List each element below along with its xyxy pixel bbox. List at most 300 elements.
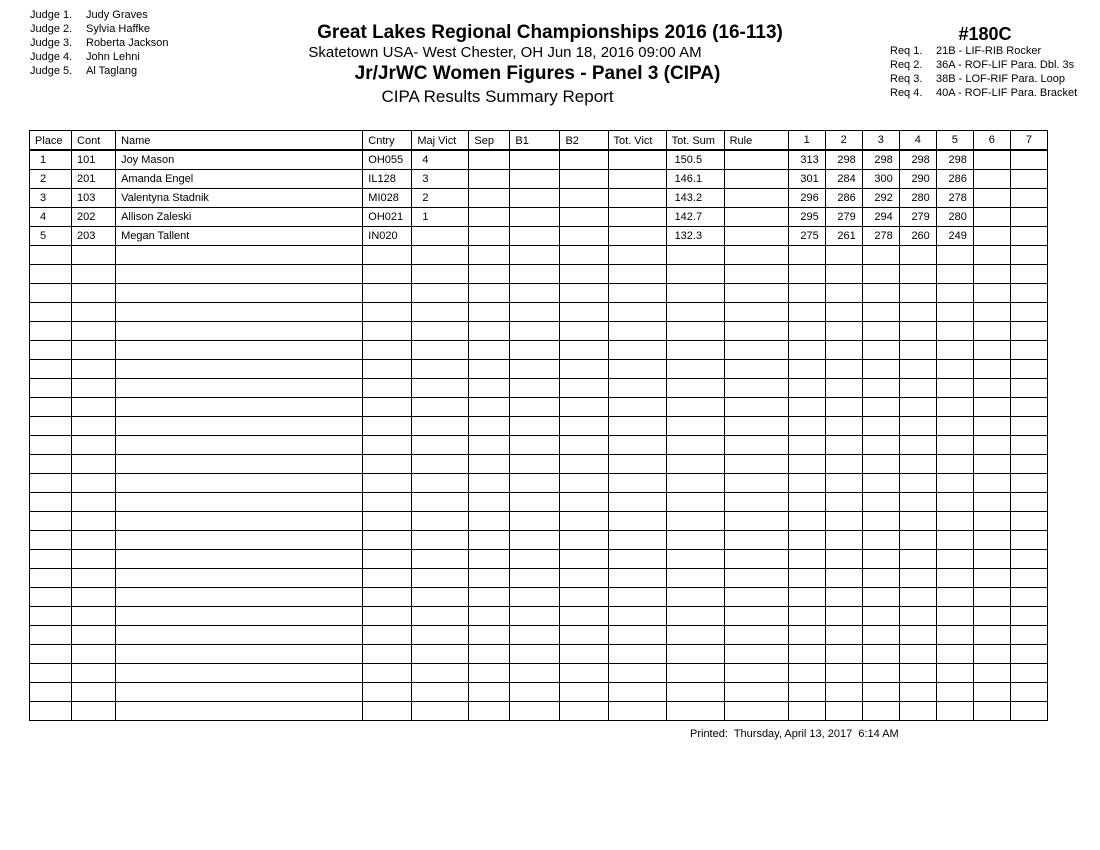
cell-rule — [724, 322, 788, 341]
cell-rule — [724, 379, 788, 398]
judge-label: Judge 2. — [30, 23, 73, 35]
cell-sep — [469, 626, 510, 645]
cell-sep — [469, 474, 510, 493]
cell-j4 — [899, 436, 936, 455]
cell-j3 — [862, 588, 899, 607]
cell-j1: 275 — [788, 227, 825, 246]
cell-maj: 3 — [412, 170, 469, 189]
cell-j1 — [788, 588, 825, 607]
cell-j6 — [973, 607, 1010, 626]
cell-j5 — [936, 398, 973, 417]
cell-totvict — [608, 474, 666, 493]
requirements-block — [890, 24, 1095, 100]
cell-j1 — [788, 512, 825, 531]
cell-cntry — [363, 284, 412, 303]
cell-totsum — [666, 322, 724, 341]
cell-totvict — [608, 436, 666, 455]
cell-cntry — [363, 645, 412, 664]
cell-j1 — [788, 436, 825, 455]
cell-j3 — [862, 645, 899, 664]
empty-table-row — [30, 588, 1048, 607]
cell-b1 — [510, 227, 560, 246]
cell-j6 — [973, 702, 1010, 721]
cell-j6 — [973, 227, 1010, 246]
cell-b2 — [560, 588, 608, 607]
competition-title: Great Lakes Regional Championships 2016 (16-113) — [317, 22, 783, 43]
cell-j3 — [862, 474, 899, 493]
cell-rule — [724, 550, 788, 569]
cell-totsum — [666, 702, 724, 721]
cell-j6 — [973, 360, 1010, 379]
cell-totsum: 132.3 — [666, 227, 724, 246]
cell-b1 — [510, 398, 560, 417]
column-header-tot-vict: Tot. Vict — [608, 131, 666, 151]
cell-cntry — [363, 702, 412, 721]
cell-b1 — [510, 702, 560, 721]
cell-j6 — [973, 189, 1010, 208]
cell-b1 — [510, 379, 560, 398]
cell-b1 — [510, 607, 560, 626]
cell-j4 — [899, 284, 936, 303]
cell-totsum: 142.7 — [666, 208, 724, 227]
cell-name — [116, 284, 363, 303]
cell-j2 — [825, 702, 862, 721]
cell-j2 — [825, 436, 862, 455]
cell-name — [116, 588, 363, 607]
column-header-judge-2: 2 — [825, 131, 862, 151]
cell-j5: 249 — [936, 227, 973, 246]
judge-row — [30, 50, 169, 64]
column-header-sep: Sep — [469, 131, 510, 151]
cell-j7 — [1010, 531, 1047, 550]
cell-maj — [412, 436, 469, 455]
cell-b1 — [510, 455, 560, 474]
cell-b1 — [510, 626, 560, 645]
cell-j7 — [1010, 436, 1047, 455]
cell-j3 — [862, 246, 899, 265]
cell-cont — [72, 493, 116, 512]
judge-name: John Lehni — [86, 51, 140, 63]
cell-name — [116, 379, 363, 398]
cell-cntry: IL128 — [363, 170, 412, 189]
cell-j4: 290 — [899, 170, 936, 189]
cell-j7 — [1010, 664, 1047, 683]
judge-name: Roberta Jackson — [86, 37, 169, 49]
cell-cntry — [363, 569, 412, 588]
cell-name — [116, 436, 363, 455]
cell-j3: 298 — [862, 150, 899, 170]
cell-j4 — [899, 588, 936, 607]
cell-j4 — [899, 341, 936, 360]
empty-table-row — [30, 645, 1048, 664]
judge-row — [30, 8, 169, 22]
cell-j7 — [1010, 284, 1047, 303]
empty-table-row — [30, 474, 1048, 493]
cell-maj — [412, 360, 469, 379]
cell-rule — [724, 150, 788, 170]
cell-j4 — [899, 569, 936, 588]
cell-place — [30, 569, 72, 588]
cell-cntry — [363, 398, 412, 417]
judge-row — [30, 64, 169, 78]
cell-b1 — [510, 664, 560, 683]
cell-cntry — [363, 531, 412, 550]
cell-j4 — [899, 493, 936, 512]
cell-j1: 301 — [788, 170, 825, 189]
table-row — [30, 170, 1048, 189]
cell-totsum — [666, 588, 724, 607]
cell-place — [30, 284, 72, 303]
cell-rule — [724, 227, 788, 246]
cell-cont — [72, 303, 116, 322]
cell-sep — [469, 702, 510, 721]
cell-maj — [412, 265, 469, 284]
cell-place: 3 — [30, 189, 72, 208]
cell-j7 — [1010, 569, 1047, 588]
cell-name — [116, 474, 363, 493]
cell-b2 — [560, 474, 608, 493]
cell-cont — [72, 626, 116, 645]
column-header-judge-7: 7 — [1010, 131, 1047, 151]
cell-totsum — [666, 645, 724, 664]
cell-name: Megan Tallent — [116, 227, 363, 246]
cell-b2 — [560, 379, 608, 398]
empty-table-row — [30, 455, 1048, 474]
cell-j6 — [973, 246, 1010, 265]
cell-maj: 1 — [412, 208, 469, 227]
cell-maj — [412, 702, 469, 721]
cell-cntry — [363, 626, 412, 645]
cell-cont — [72, 512, 116, 531]
cell-j5: 286 — [936, 170, 973, 189]
cell-j4 — [899, 645, 936, 664]
cell-b2 — [560, 341, 608, 360]
cell-name: Valentyna Stadnik — [116, 189, 363, 208]
cell-sep — [469, 645, 510, 664]
cell-cntry — [363, 550, 412, 569]
requirement-label: Req 4. — [890, 87, 923, 99]
cell-j2 — [825, 626, 862, 645]
cell-b1 — [510, 645, 560, 664]
cell-j3 — [862, 265, 899, 284]
empty-table-row — [30, 303, 1048, 322]
cell-totvict — [608, 265, 666, 284]
cell-j1 — [788, 550, 825, 569]
cell-place — [30, 341, 72, 360]
cell-j4 — [899, 683, 936, 702]
cell-b1 — [510, 436, 560, 455]
cell-sep — [469, 341, 510, 360]
cell-cont — [72, 664, 116, 683]
cell-rule — [724, 493, 788, 512]
cell-j6 — [973, 170, 1010, 189]
cell-j4 — [899, 246, 936, 265]
cell-j5 — [936, 645, 973, 664]
cell-j3 — [862, 607, 899, 626]
cell-totvict — [608, 702, 666, 721]
cell-name — [116, 569, 363, 588]
cell-j7 — [1010, 150, 1047, 170]
cell-j3 — [862, 417, 899, 436]
cell-j2 — [825, 455, 862, 474]
cell-rule — [724, 341, 788, 360]
cell-cont — [72, 607, 116, 626]
cell-j6 — [973, 303, 1010, 322]
cell-totsum — [666, 246, 724, 265]
cell-totvict — [608, 493, 666, 512]
cell-j2 — [825, 607, 862, 626]
cell-b2 — [560, 417, 608, 436]
cell-place — [30, 265, 72, 284]
cell-cntry — [363, 303, 412, 322]
cell-b2 — [560, 550, 608, 569]
cell-totsum — [666, 493, 724, 512]
cell-b2 — [560, 303, 608, 322]
cell-sep — [469, 550, 510, 569]
cell-sep — [469, 246, 510, 265]
cell-sep — [469, 303, 510, 322]
cell-maj — [412, 284, 469, 303]
requirement-row — [890, 58, 1095, 72]
cell-place — [30, 664, 72, 683]
cell-rule — [724, 645, 788, 664]
cell-rule — [724, 436, 788, 455]
cell-b1 — [510, 474, 560, 493]
cell-totvict — [608, 607, 666, 626]
cell-maj — [412, 474, 469, 493]
cell-sep — [469, 189, 510, 208]
cell-j5 — [936, 664, 973, 683]
cell-rule — [724, 208, 788, 227]
cell-maj — [412, 531, 469, 550]
cell-totvict — [608, 569, 666, 588]
column-header-cont: Cont — [72, 131, 116, 151]
cell-b2 — [560, 664, 608, 683]
table-row — [30, 189, 1048, 208]
cell-b1 — [510, 208, 560, 227]
cell-maj — [412, 303, 469, 322]
cell-name — [116, 360, 363, 379]
cell-j6 — [973, 474, 1010, 493]
cell-j6 — [973, 683, 1010, 702]
cell-j3 — [862, 664, 899, 683]
judge-name: Al Taglang — [86, 65, 138, 77]
cell-j1 — [788, 360, 825, 379]
cell-rule — [724, 455, 788, 474]
cell-maj — [412, 322, 469, 341]
cell-j7 — [1010, 246, 1047, 265]
cell-cont — [72, 341, 116, 360]
judge-row — [30, 36, 169, 50]
requirement-row — [890, 72, 1095, 86]
column-header-judge-4: 4 — [899, 131, 936, 151]
cell-j3 — [862, 284, 899, 303]
cell-place — [30, 322, 72, 341]
cell-sep — [469, 683, 510, 702]
cell-name — [116, 683, 363, 702]
cell-name — [116, 341, 363, 360]
cell-totvict — [608, 170, 666, 189]
judges-list — [30, 8, 169, 78]
cell-j2 — [825, 531, 862, 550]
cell-totvict — [608, 284, 666, 303]
cell-name — [116, 645, 363, 664]
cell-j6 — [973, 341, 1010, 360]
cell-j2 — [825, 683, 862, 702]
cell-j5 — [936, 626, 973, 645]
cell-j2 — [825, 417, 862, 436]
cell-j1 — [788, 569, 825, 588]
empty-table-row — [30, 360, 1048, 379]
cell-j7 — [1010, 702, 1047, 721]
cell-cont — [72, 645, 116, 664]
cell-j1 — [788, 455, 825, 474]
cell-j4: 298 — [899, 150, 936, 170]
cell-cont: 201 — [72, 170, 116, 189]
cell-j3: 300 — [862, 170, 899, 189]
judge-label: Judge 3. — [30, 37, 73, 49]
cell-rule — [724, 569, 788, 588]
cell-name — [116, 303, 363, 322]
cell-sep — [469, 493, 510, 512]
cell-maj — [412, 645, 469, 664]
cell-cntry — [363, 379, 412, 398]
cell-cont — [72, 683, 116, 702]
cell-sep — [469, 512, 510, 531]
cell-cont — [72, 379, 116, 398]
cell-b2 — [560, 455, 608, 474]
cell-j7 — [1010, 683, 1047, 702]
requirement-label: Req 3. — [890, 73, 923, 85]
cell-name: Joy Mason — [116, 150, 363, 170]
cell-j2 — [825, 284, 862, 303]
cell-sep — [469, 265, 510, 284]
cell-maj — [412, 493, 469, 512]
cell-sep — [469, 398, 510, 417]
cell-j3 — [862, 512, 899, 531]
cell-name: Allison Zaleski — [116, 208, 363, 227]
report-title: CIPA Results Summary Report — [381, 87, 614, 106]
table-header-row — [30, 131, 1048, 151]
cell-totvict — [608, 626, 666, 645]
cell-j4 — [899, 607, 936, 626]
cell-j2 — [825, 645, 862, 664]
cell-totsum: 146.1 — [666, 170, 724, 189]
cell-sep — [469, 150, 510, 170]
cell-cont: 203 — [72, 227, 116, 246]
cell-totsum — [666, 341, 724, 360]
cell-b2 — [560, 607, 608, 626]
cell-j6 — [973, 208, 1010, 227]
cell-j4 — [899, 265, 936, 284]
requirement-row — [890, 86, 1095, 100]
empty-table-row — [30, 683, 1048, 702]
empty-table-row — [30, 626, 1048, 645]
empty-table-row — [30, 265, 1048, 284]
cell-rule — [724, 474, 788, 493]
cell-j2 — [825, 246, 862, 265]
cell-j4: 280 — [899, 189, 936, 208]
cell-sep — [469, 569, 510, 588]
cell-cont — [72, 284, 116, 303]
cell-j3 — [862, 341, 899, 360]
cell-b2 — [560, 227, 608, 246]
cell-totvict — [608, 455, 666, 474]
cell-cont: 101 — [72, 150, 116, 170]
cell-cont — [72, 474, 116, 493]
cell-j1 — [788, 246, 825, 265]
cell-j5 — [936, 493, 973, 512]
cell-j1 — [788, 607, 825, 626]
cell-totsum: 143.2 — [666, 189, 724, 208]
cell-j6 — [973, 664, 1010, 683]
cell-sep — [469, 170, 510, 189]
cell-place — [30, 303, 72, 322]
cell-j2 — [825, 265, 862, 284]
empty-table-row — [30, 398, 1048, 417]
cell-totvict — [608, 341, 666, 360]
judge-row — [30, 22, 169, 36]
cell-totsum: 150.5 — [666, 150, 724, 170]
cell-cont — [72, 702, 116, 721]
cell-b1 — [510, 170, 560, 189]
requirement-label: Req 1. — [890, 45, 923, 57]
cell-place — [30, 360, 72, 379]
cell-j4 — [899, 455, 936, 474]
cell-j6 — [973, 265, 1010, 284]
cell-totvict — [608, 398, 666, 417]
cell-rule — [724, 664, 788, 683]
cell-rule — [724, 170, 788, 189]
cell-b1 — [510, 284, 560, 303]
cell-j3 — [862, 531, 899, 550]
requirement-label: Req 2. — [890, 59, 923, 71]
cell-b1 — [510, 550, 560, 569]
cell-cntry — [363, 683, 412, 702]
empty-table-row — [30, 531, 1048, 550]
cell-b1 — [510, 265, 560, 284]
cell-b2 — [560, 702, 608, 721]
empty-table-row — [30, 664, 1048, 683]
cell-maj — [412, 246, 469, 265]
cell-j5 — [936, 246, 973, 265]
cell-sep — [469, 588, 510, 607]
cell-place — [30, 246, 72, 265]
empty-table-row — [30, 493, 1048, 512]
cell-j2: 261 — [825, 227, 862, 246]
cell-j5 — [936, 379, 973, 398]
cell-b1 — [510, 246, 560, 265]
cell-j5 — [936, 569, 973, 588]
cell-totvict — [608, 360, 666, 379]
cell-b2 — [560, 322, 608, 341]
cell-maj — [412, 417, 469, 436]
cell-cont — [72, 398, 116, 417]
event-title: Jr/JrWC Women Figures - Panel 3 (CIPA) — [354, 63, 721, 84]
cell-name — [116, 493, 363, 512]
cell-j1 — [788, 265, 825, 284]
cell-totsum — [666, 569, 724, 588]
cell-j5 — [936, 474, 973, 493]
cell-b2 — [560, 265, 608, 284]
cell-j1 — [788, 683, 825, 702]
cell-j5 — [936, 550, 973, 569]
cell-b1 — [510, 417, 560, 436]
empty-table-row — [30, 512, 1048, 531]
cell-rule — [724, 417, 788, 436]
cell-j6 — [973, 379, 1010, 398]
cell-maj — [412, 626, 469, 645]
